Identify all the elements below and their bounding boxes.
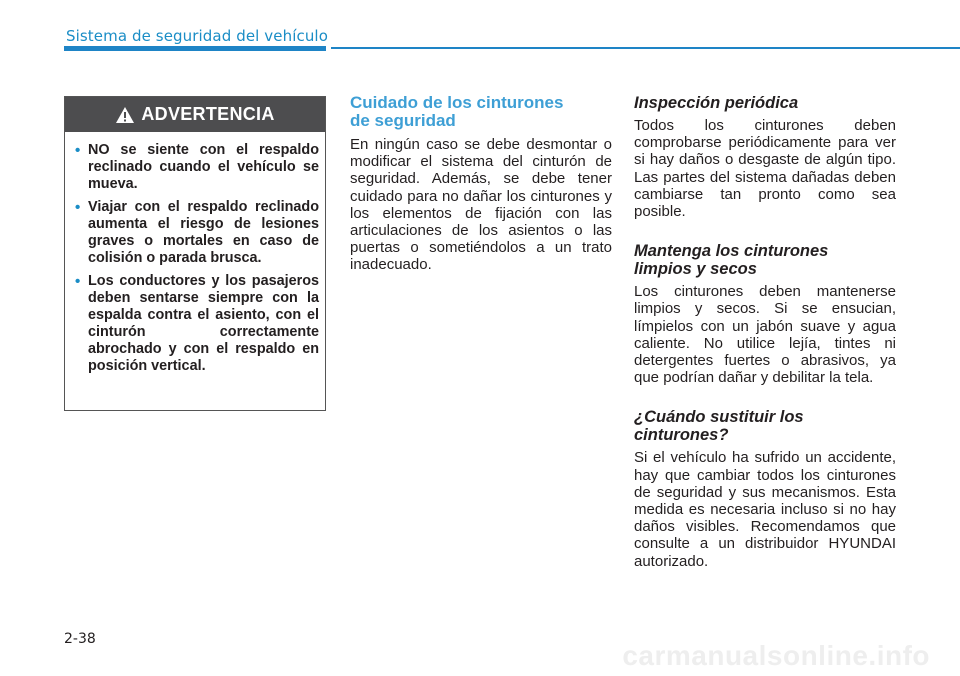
replace-body: Si el vehículo ha sufrido un accidente, hay que cambiar todos los cinturones de seguridad y sus mecanismos. Esta medida es necesaria incluso si no hay daños visibles. Recomendamos que consulte a un distribuidor HYUNDAI autorizado. bbox=[634, 449, 896, 570]
replace-heading-line1: ¿Cuándo sustituir los bbox=[634, 408, 804, 427]
replace-heading bbox=[634, 408, 896, 444]
header-rule-thin bbox=[331, 47, 960, 49]
bullet-icon: • bbox=[75, 142, 81, 159]
care-heading bbox=[350, 94, 612, 130]
care-heading-line1: Cuidado de los cinturones bbox=[350, 93, 564, 112]
warning-item-text: Viajar con el respaldo reclinado aumenta el riesgo de lesiones graves o mortales en caso de colisión o parada brusca. bbox=[88, 199, 319, 266]
clean-heading bbox=[634, 242, 896, 278]
watermark: carmanualsonline.info bbox=[622, 640, 930, 671]
right-column bbox=[634, 94, 896, 570]
clean-heading-line1: Mantenga los cinturones bbox=[634, 242, 829, 261]
bullet-icon: • bbox=[75, 273, 81, 290]
warning-item bbox=[75, 142, 319, 193]
bullet-icon: • bbox=[75, 199, 81, 216]
replace-heading-line2: cinturones? bbox=[634, 426, 729, 445]
warning-triangle-icon bbox=[115, 106, 135, 124]
care-section bbox=[350, 94, 612, 274]
care-body: En ningún caso se debe desmontar o modificar el sistema del cinturón de seguridad. Además, se debe tener cuidado para no dañar los cinturones y los elementos de fijación con las articulaciones de los asientos o las puertas o sometiéndolos a un trato inadecuado. bbox=[350, 136, 612, 274]
header-rule-thick bbox=[64, 46, 326, 51]
warning-item-text: NO se siente con el respaldo reclinado cuando el vehículo se mueva. bbox=[88, 142, 319, 192]
warning-item-text: Los conductores y los pasajeros deben sentarse siempre con la espalda contra el asiento, con el cinturón correctamente abrochado y con el respaldo en posición vertical. bbox=[88, 273, 319, 374]
warning-item bbox=[75, 273, 319, 375]
warning-item bbox=[75, 199, 319, 267]
clean-heading-line2: limpios y secos bbox=[634, 260, 757, 279]
warning-list bbox=[75, 142, 319, 375]
section-title: Sistema de seguridad del vehículo bbox=[66, 27, 328, 45]
inspection-heading: Inspección periódica bbox=[634, 94, 799, 112]
care-heading-line2: de seguridad bbox=[350, 111, 456, 130]
clean-body: Los cinturones deben mantenerse limpios y secos. Si se ensucian, límpielos con un jabón suave y agua caliente. No utilice lejía, tintes ni detergentes fuertes o abrasivos, ya que podrían dañar y debilitar la tela. bbox=[634, 283, 896, 387]
warning-box bbox=[64, 96, 326, 411]
inspection-body: Todos los cinturones deben comprobarse periódicamente para ver si hay daños o desgaste de algún tipo. Las partes del sistema dañadas deben cambiarse tan pronto como sea posible. bbox=[634, 117, 896, 221]
warning-title: ADVERTENCIA bbox=[141, 104, 275, 124]
page-number: 2-38 bbox=[64, 631, 96, 647]
warning-header bbox=[65, 97, 325, 132]
